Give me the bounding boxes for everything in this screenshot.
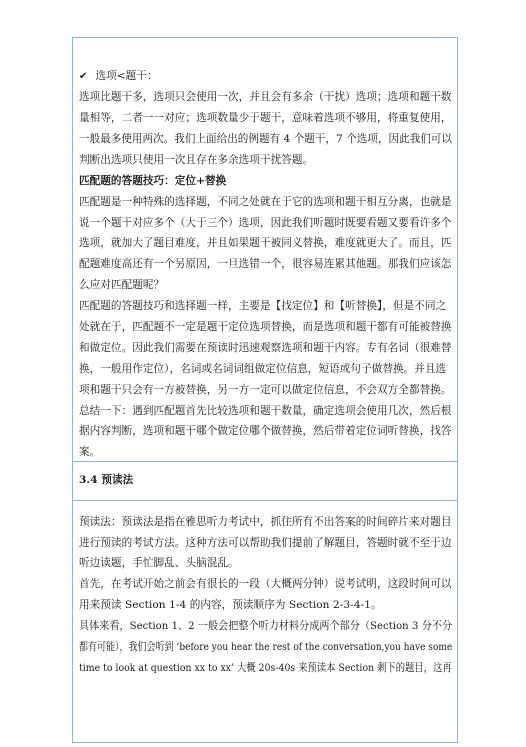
paragraph-line: 案。 (79, 446, 101, 458)
paragraph-line: 进行预读的考试方法。这种方法可以帮助我们提前了解题目，答题时就不至于边 (79, 537, 452, 549)
paragraph-line: 配题难度高还有一个另原因，一旦选错一个，很容易连累其他题。那我们应该怎 (79, 258, 452, 270)
paragraph-line: 总结一下：遇到匹配题首先比较选项和题干数量，确定选项会使用几次，然后根 (79, 405, 452, 417)
section-heading: 3.4 预读法 (79, 474, 134, 486)
paragraph-line: 具体来看，Section 1、2 一般会把整个听力材料分成两个部分（Section 3 分不分 (79, 620, 453, 632)
paragraph-line: 一般最多使用两次。我们上面给出的例题有 4 个题干，7 个选项，因此我们可以 (79, 133, 453, 145)
paragraph-line: 首先，在考试开始之前会有很长的一段（大概两分钟）说考试明，这段时间可以 (79, 578, 452, 590)
paragraph-line: 听边读题，手忙脚乱、头脑混乱。 (79, 557, 239, 569)
paragraph-line: 匹配题是一种特殊的选择题，不同之处就在于它的选项和题干相互分离，也就是 (79, 196, 452, 208)
paragraph-line: 项和题干只会有一方被替换，另一方一定可以做定位信息，不会双方全都替换。 (79, 384, 452, 396)
paragraph-line: 么应对匹配题呢？ (79, 279, 165, 291)
paragraph-line: 预读法：预读法是指在雅思听力考试中，抓住所有不出答案的时间碎片来对题目 (79, 516, 452, 528)
paragraph-line: 用来预读 Section 1-4 的内容，预读顺序为 Section 2-3-4-1。 (79, 599, 382, 611)
paragraph-line: 量相等，二者一一对应；选项数量少于题干，意味着选项不够用，将重复使用， (79, 112, 452, 124)
paragraph-line: 处就在于，匹配题不一定是题干定位选项替换，而是选项和题干都有可能被替换 (79, 321, 452, 333)
paragraph-line: 说一个题干对应多个（大于三个）选项，因此我们听题时既要看题又要看许多个 (79, 217, 452, 229)
paragraph-line: time to look at question xx to xx’ 大概 20s-40s 来预读本 Section 剩下的题目，这再 (79, 662, 452, 674)
bullet-title: 选项<题干： (95, 70, 158, 82)
paragraph-line: 和做定位。因此我们需要在预读时迅速观察选项和题干内容。专有名词（很难替 (79, 342, 452, 354)
divider (72, 500, 458, 501)
paragraph-line: 都有可能），我们会听到 ‘before you hear the rest of the conversation,you have some (79, 641, 453, 653)
paragraph-line: 据内容判断，选项和题干哪个做定位哪个做替换，然后带着定位词听替换，找答 (79, 425, 452, 437)
paragraph-line: 选项，就加大了题目难度，并且如果题干被同义替换，难度就更大了。而且，匹 (79, 237, 452, 249)
paragraph-line: 选项比题干多，选项只会使用一次，并且会有多余（干扰）选项；选项和题干数 (79, 91, 452, 103)
checkmark-icon: ✔ (79, 71, 88, 82)
section-heading: 匹配题的答题技巧：定位+替换 (79, 175, 227, 187)
bullet-item (79, 66, 452, 88)
paragraph-line: 换，一般用作定位），名词或名词词组做定位信息，短语或句子做替换。并且选 (79, 363, 447, 375)
paragraph-line: 匹配题的答题技巧和选择题一样，主要是【找定位】和【听替换】，但是不同之 (79, 300, 447, 312)
paragraph-line: 判断出选项只使用一次且存在多余选项干扰答题。 (79, 154, 314, 166)
